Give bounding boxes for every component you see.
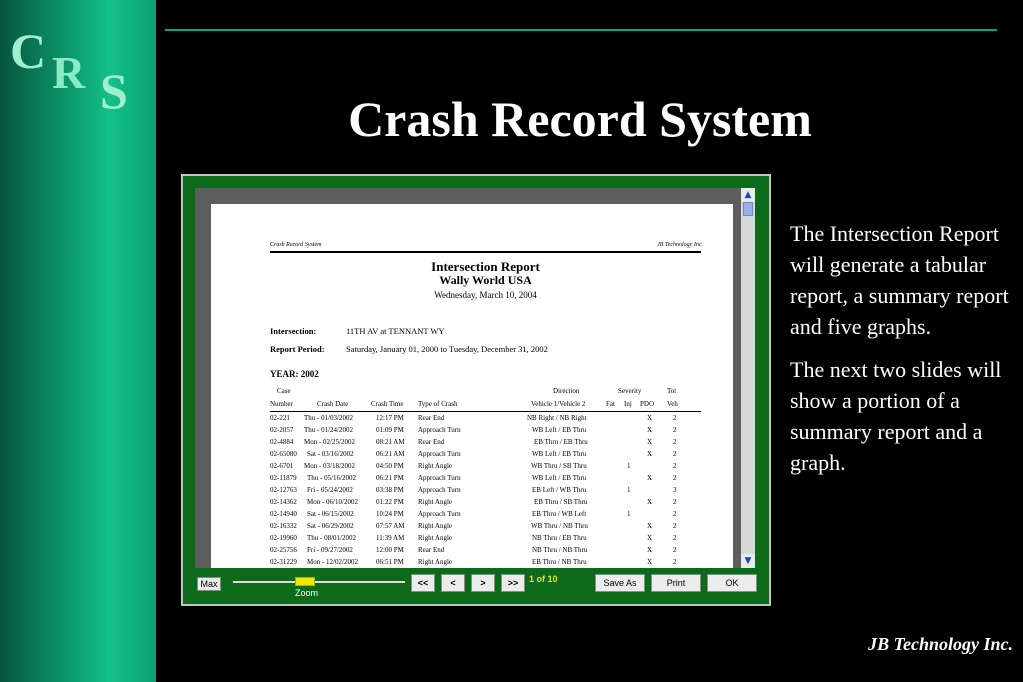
- cell-direction: EB Thru / NB Thru: [532, 558, 587, 566]
- report-viewport[interactable]: [195, 188, 755, 568]
- cell-number: 02-12763: [270, 486, 297, 494]
- table-row: [270, 522, 710, 534]
- cell-time: 06:21 PM: [376, 474, 404, 482]
- col-crash-time: Crash Time: [371, 400, 404, 408]
- cell-date: Mon - 06/10/2002: [307, 498, 358, 506]
- cell-number: 02-2057: [270, 426, 294, 434]
- table-row: [270, 486, 710, 498]
- col-number: Number: [270, 400, 293, 408]
- cell-type: Right Angle: [418, 498, 453, 506]
- col-vehicle12: Vehicle 1/Vehicle 2: [531, 400, 586, 408]
- period-value: Saturday, January 01, 2000 to Tuesday, December 31, 2002: [346, 344, 548, 354]
- cell-time: 12:00 PM: [376, 546, 404, 554]
- cell-time: 06:51 PM: [376, 558, 404, 566]
- cell-direction: WB Thru / SB Thru: [531, 462, 587, 470]
- col-severity: Severity: [618, 387, 642, 395]
- intersection-label: Intersection:: [270, 326, 317, 336]
- last-page-button[interactable]: >>: [501, 574, 525, 592]
- col-case: Case: [277, 387, 291, 395]
- cell-direction: WB Left / EB Thru: [532, 426, 587, 434]
- cell-number: 02-19960: [270, 534, 297, 542]
- page-indicator: 1 of 10: [529, 574, 558, 584]
- cell-pdo: X: [647, 438, 653, 446]
- report-subtitle: Wally World USA: [439, 273, 532, 287]
- scroll-down-icon[interactable]: ▼: [741, 554, 755, 568]
- cell-time: 01:09 PM: [376, 426, 404, 434]
- cell-type: Approach Turn: [418, 510, 461, 518]
- cell-type: Rear End: [418, 438, 445, 446]
- scroll-up-icon[interactable]: ▲: [741, 188, 755, 202]
- cell-time: 06:21 AM: [376, 450, 405, 458]
- report-page: [211, 204, 733, 568]
- report-date: Wednesday, March 10, 2004: [434, 290, 537, 300]
- cell-date: Thu - 01/24/2002: [304, 426, 353, 434]
- cell-veh: 2: [673, 546, 677, 554]
- page-title: Crash Record System: [348, 91, 812, 147]
- cell-direction: NB Right / NB Right: [527, 414, 587, 422]
- cell-date: Thu - 01/03/2002: [304, 414, 353, 422]
- cell-number: 02-4884: [270, 438, 294, 446]
- cell-direction: EB Thru / SB Thru: [534, 498, 588, 506]
- cell-type: Right Angle: [418, 534, 453, 542]
- vertical-scrollbar[interactable]: [741, 188, 755, 568]
- zoom-slider-thumb[interactable]: [295, 577, 315, 586]
- cell-number: 02-25756: [270, 546, 297, 554]
- cell-veh: 2: [673, 498, 677, 506]
- zoom-label: Zoom: [295, 588, 319, 598]
- table-row: [270, 546, 710, 558]
- cell-number: 02-16332: [270, 522, 297, 530]
- col-direction: Direction: [553, 387, 580, 395]
- cell-time: 12:17 PM: [376, 414, 404, 422]
- cell-veh: 2: [673, 450, 677, 458]
- col-inj: Inj: [624, 400, 632, 408]
- cell-date: Fri - 05/24/2002: [307, 486, 353, 494]
- cell-pdo: X: [647, 474, 653, 482]
- cell-type: Approach Turn: [418, 450, 461, 458]
- sidebar-gradient: [0, 0, 156, 682]
- col-fat: Fat: [606, 400, 615, 408]
- cell-inj: 1: [627, 462, 631, 470]
- cell-veh: 2: [673, 474, 677, 482]
- report-viewer-window: [181, 174, 771, 606]
- cell-type: Approach Turn: [418, 426, 461, 434]
- cell-inj: 1: [627, 486, 631, 494]
- header-divider: [165, 29, 997, 31]
- cell-date: Sat - 03/16/2002: [307, 450, 354, 458]
- cell-type: Rear End: [418, 546, 445, 554]
- cell-pdo: X: [647, 522, 653, 530]
- cell-date: Mon - 02/25/2002: [304, 438, 355, 446]
- cell-pdo: X: [647, 558, 653, 566]
- cell-veh: 2: [673, 462, 677, 470]
- cell-date: Fri - 09/27/2002: [307, 546, 353, 554]
- col-tot: Tot: [667, 387, 677, 395]
- header-rule: [270, 251, 701, 253]
- intersection-value: 11TH AV at TENNANT WY: [346, 326, 445, 336]
- cell-veh: 3: [673, 486, 677, 494]
- cell-date: Sat - 06/29/2002: [307, 522, 354, 530]
- cell-pdo: X: [647, 426, 653, 434]
- logo-letter-s: S: [100, 63, 128, 119]
- logo-letter-r: R: [52, 47, 86, 98]
- cell-direction: EB Thru / EB Thru: [534, 438, 588, 446]
- zoom-slider-track[interactable]: [233, 581, 405, 583]
- cell-veh: 2: [673, 522, 677, 530]
- description-paragraph-1: The Intersection Report will generate a tabular report, a summary report and five graphs.: [790, 221, 1009, 339]
- table-row: [270, 558, 710, 568]
- cell-number: 02-6701: [270, 462, 294, 470]
- print-button[interactable]: Print: [651, 574, 701, 592]
- cell-veh: 2: [673, 414, 677, 422]
- cell-type: Approach Turn: [418, 486, 461, 494]
- cell-pdo: X: [647, 498, 653, 506]
- cell-direction: WB Thru / NB Thru: [531, 522, 588, 530]
- col-crash-date: Crash Date: [317, 400, 349, 408]
- cell-number: 02-221: [270, 414, 290, 422]
- cell-time: 03:38 PM: [376, 486, 404, 494]
- cell-inj: 1: [627, 510, 631, 518]
- cell-type: Rear End: [418, 414, 445, 422]
- cell-date: Thu - 08/01/2002: [307, 534, 356, 542]
- cell-direction: WB Left / EB Thru: [532, 450, 587, 458]
- table-row: [270, 450, 710, 462]
- save-as-button[interactable]: Save As: [595, 574, 645, 592]
- first-page-button[interactable]: <<: [411, 574, 435, 592]
- next-page-button[interactable]: >: [471, 574, 495, 592]
- cell-pdo: X: [647, 450, 653, 458]
- cell-time: 10:24 PM: [376, 510, 404, 518]
- cell-number: 02-65080: [270, 450, 297, 458]
- scroll-thumb[interactable]: [743, 202, 753, 216]
- table-row: [270, 426, 710, 438]
- cell-time: 07:57 AM: [376, 522, 405, 530]
- cell-type: Right Angle: [418, 558, 453, 566]
- table-row: [270, 498, 710, 510]
- period-label: Report Period:: [270, 344, 325, 354]
- table-header-rule: [270, 411, 701, 412]
- description-paragraph-2: The next two slides will show a portion of a summary report and a graph.: [790, 357, 1002, 475]
- table-row: [270, 438, 710, 450]
- col-type: Type of Crash: [418, 400, 458, 408]
- cell-time: 08:21 AM: [376, 438, 405, 446]
- prev-page-button[interactable]: <: [441, 574, 465, 592]
- cell-direction: EB Thru / WB Left: [532, 510, 587, 518]
- table-row: [270, 534, 710, 546]
- cell-direction: EB Left / WB Thru: [532, 486, 587, 494]
- cell-type: Right Angle: [418, 462, 453, 470]
- description-text: [790, 218, 1020, 490]
- cell-time: 01:22 PM: [376, 498, 404, 506]
- cell-number: 02-11879: [270, 474, 297, 482]
- page-header-right: JB Technology Inc.: [657, 242, 703, 248]
- table-row: [270, 462, 710, 474]
- table-row: [270, 414, 710, 426]
- cell-pdo: X: [647, 546, 653, 554]
- cell-direction: NB Thru / NB Thru: [532, 546, 588, 554]
- cell-time: 04:50 PM: [376, 462, 404, 470]
- cell-direction: NB Thru / EB Thru: [532, 534, 587, 542]
- col-veh: Veh: [667, 400, 678, 408]
- cell-type: Right Angle: [418, 522, 453, 530]
- report-title: Intersection Report: [431, 259, 540, 274]
- cell-date: Thu - 05/16/2002: [307, 474, 356, 482]
- cell-veh: 2: [673, 426, 677, 434]
- ok-button[interactable]: OK: [707, 574, 757, 592]
- cell-number: 02-31229: [270, 558, 297, 566]
- table-row: [270, 510, 710, 522]
- cell-date: Mon - 12/02/2002: [307, 558, 358, 566]
- logo-letter-c: C: [10, 23, 47, 79]
- cell-veh: 2: [673, 438, 677, 446]
- cell-veh: 2: [673, 534, 677, 542]
- viewer-toolbar: [195, 572, 755, 600]
- cell-pdo: X: [647, 414, 653, 422]
- cell-date: Sat - 06/15/2002: [307, 510, 354, 518]
- cell-veh: 2: [673, 510, 677, 518]
- page-header-left: Crash Record System: [270, 242, 322, 248]
- cell-type: Approach Turn: [418, 474, 461, 482]
- cell-number: 02-14940: [270, 510, 297, 518]
- cell-number: 02-14362: [270, 498, 297, 506]
- cell-time: 11:39 AM: [376, 534, 405, 542]
- cell-date: Mon - 03/18/2002: [304, 462, 355, 470]
- max-button[interactable]: Max: [197, 577, 221, 591]
- year-heading: YEAR: 2002: [270, 369, 319, 379]
- cell-direction: WB Left / EB Thru: [532, 474, 587, 482]
- cell-pdo: X: [647, 534, 653, 542]
- cell-veh: 2: [673, 558, 677, 566]
- col-pdo: PDO: [640, 400, 655, 408]
- table-row: [270, 474, 710, 486]
- footer-company: JB Technology Inc.: [868, 634, 1013, 654]
